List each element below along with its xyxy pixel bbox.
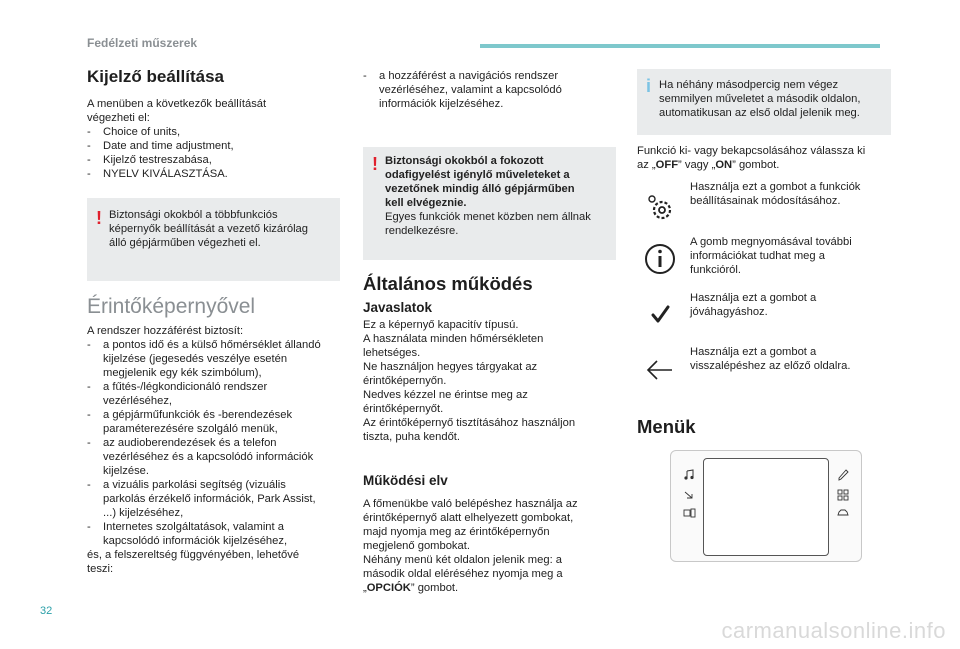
tips-title: Javaslatok xyxy=(363,300,433,315)
menus-title: Menük xyxy=(637,416,696,437)
car-icon xyxy=(837,506,849,518)
phone-icon xyxy=(837,468,849,480)
page-number: 32 xyxy=(40,605,53,617)
info-mark-icon: i xyxy=(646,76,652,96)
safety-warning-box xyxy=(363,147,616,260)
navigation-icon xyxy=(683,488,695,500)
header-rule xyxy=(480,44,880,48)
intro-line: A menüben a következők beállítását xyxy=(87,98,267,110)
principle-body: A főmenükbe való belépéshez használja az érintőképernyő alatt elhelyezett gombokat, majd nyomja meg az érintőképernyőn megjelenő gombokat. Néhány menü két oldalon jelenik meg: a második oldal eléréséhez nyomja meg a „OPCIÓK” gombot. xyxy=(363,498,578,594)
nav-item: - a hozzáférést a navigációs rendszer vezérléséhez, valamint a kapcsolódó információk kijelzéséhez. xyxy=(363,70,562,110)
function-toggle-text: Funkció ki- vagy bekapcsolásához válassza ki az „OFF” vagy „ON” gombot. xyxy=(637,145,866,171)
intro-line: végezheti el: xyxy=(87,112,150,124)
warning-icon: ! xyxy=(372,154,378,174)
tips-body: Ez a képernyő kapacitív típusú. A használata minden hőmérsékleten lehetséges. Ne használjon hegyes tárgyakat az érintőképernyőn. Nedves kézzel ne érintse meg az érintőképernyőt. Az érintőképernyő tisztításához használjon tiszta, puha kendőt. xyxy=(363,319,576,443)
warning-icon: ! xyxy=(96,208,102,228)
list-item: - Internetes szolgáltatások, valamint a kapcsolódó információk kijelzéséhez, xyxy=(87,521,288,547)
list-item: - a pontos idő és a külső hőmérséklet állandó kijelzése (jegesedés veszélye esetén megjelenik egy kék szimbólum), xyxy=(87,339,321,379)
list-item: - a fűtés-/légkondicionáló rendszer vezérléséhez, xyxy=(87,381,268,407)
display-settings-title: Kijelző beállítása xyxy=(87,67,224,86)
warning-bold-line: vezetőnek mindig álló gépjárműben xyxy=(385,183,575,195)
list-item: - Choice of units, xyxy=(87,126,181,138)
confirm-desc: Használja ezt a gombot a jóváhagyáshoz. xyxy=(690,292,817,318)
display-settings-intro xyxy=(87,97,340,181)
connectivity-icon xyxy=(683,506,695,518)
principle-title: Működési elv xyxy=(363,473,448,488)
touchscreen-intro: A rendszer hozzáférést biztosít: xyxy=(87,325,244,337)
checkmark-icon xyxy=(640,298,680,338)
list-item: - az audioberendezések és a telefon vezérléséhez és a kapcsolódó információk kijelzése. xyxy=(87,437,314,477)
watermark: carmanualsonline.info xyxy=(721,618,946,643)
touchscreen-body xyxy=(87,324,340,576)
list-item: - a vizuális parkolási segítség (vizuális parkolás érzékelő információk, Park Assist, ...) kijelzéséhez, xyxy=(87,479,316,519)
list-item: - Date and time adjustment, xyxy=(87,140,234,152)
warning-bold-line: kell elvégeznie. xyxy=(385,197,467,209)
info-desc: A gomb megnyomásával további információkat tudhat meg a funkcióról. xyxy=(690,236,852,276)
list-item: - Kijelző testreszabása, xyxy=(87,154,212,166)
warning-bold-line: Biztonsági okokból a fokozott xyxy=(385,155,544,167)
info-icon xyxy=(640,241,680,281)
info-box: i Ha néhány másodpercig nem végez semmilyen műveletet a második oldalon, automatikusan az első oldal jelenik meg. xyxy=(637,69,891,135)
back-desc: Használja ezt a gombot a visszalépéshez az előző oldalra. xyxy=(690,346,851,372)
list-item: - a gépjárműfunkciók és -berendezések paraméterezésére szolgáló menük, xyxy=(87,409,293,435)
chapter-title: Fedélzeti műszerek xyxy=(87,36,198,50)
settings-gear-icon xyxy=(640,188,680,228)
warning-line: rendelkezésre. xyxy=(385,225,459,237)
back-arrow-icon xyxy=(640,352,680,392)
apps-grid-icon xyxy=(837,488,849,500)
warning-bold-line: odafigyelést igénylő műveleteket a xyxy=(385,169,570,181)
warning-line: Biztonsági okokból a többfunkciós xyxy=(109,209,278,221)
warning-line: Egyes funkciók menet közben nem állnak xyxy=(385,211,591,223)
general-operation-title: Általános működés xyxy=(363,273,533,294)
touchscreen-outro: teszi: xyxy=(87,563,114,575)
touchscreen-title: Érintőképernyővel xyxy=(87,295,256,318)
warning-line: képernyők beállítását a vezető kizárólag xyxy=(109,223,309,235)
touchscreen-illustration xyxy=(670,450,862,562)
warning-box xyxy=(87,198,340,281)
warning-line: álló gépjárműben végezheti el. xyxy=(109,237,261,249)
screen-display xyxy=(703,458,829,556)
touchscreen-outro: és, a felszereltség függvényében, lehetővé xyxy=(87,549,300,561)
settings-desc: Használja ezt a gombot a funkciók beállításainak módosításához. xyxy=(690,181,861,207)
music-note-icon xyxy=(683,468,695,480)
list-item: - NYELV KIVÁLASZTÁSA. xyxy=(87,168,228,180)
